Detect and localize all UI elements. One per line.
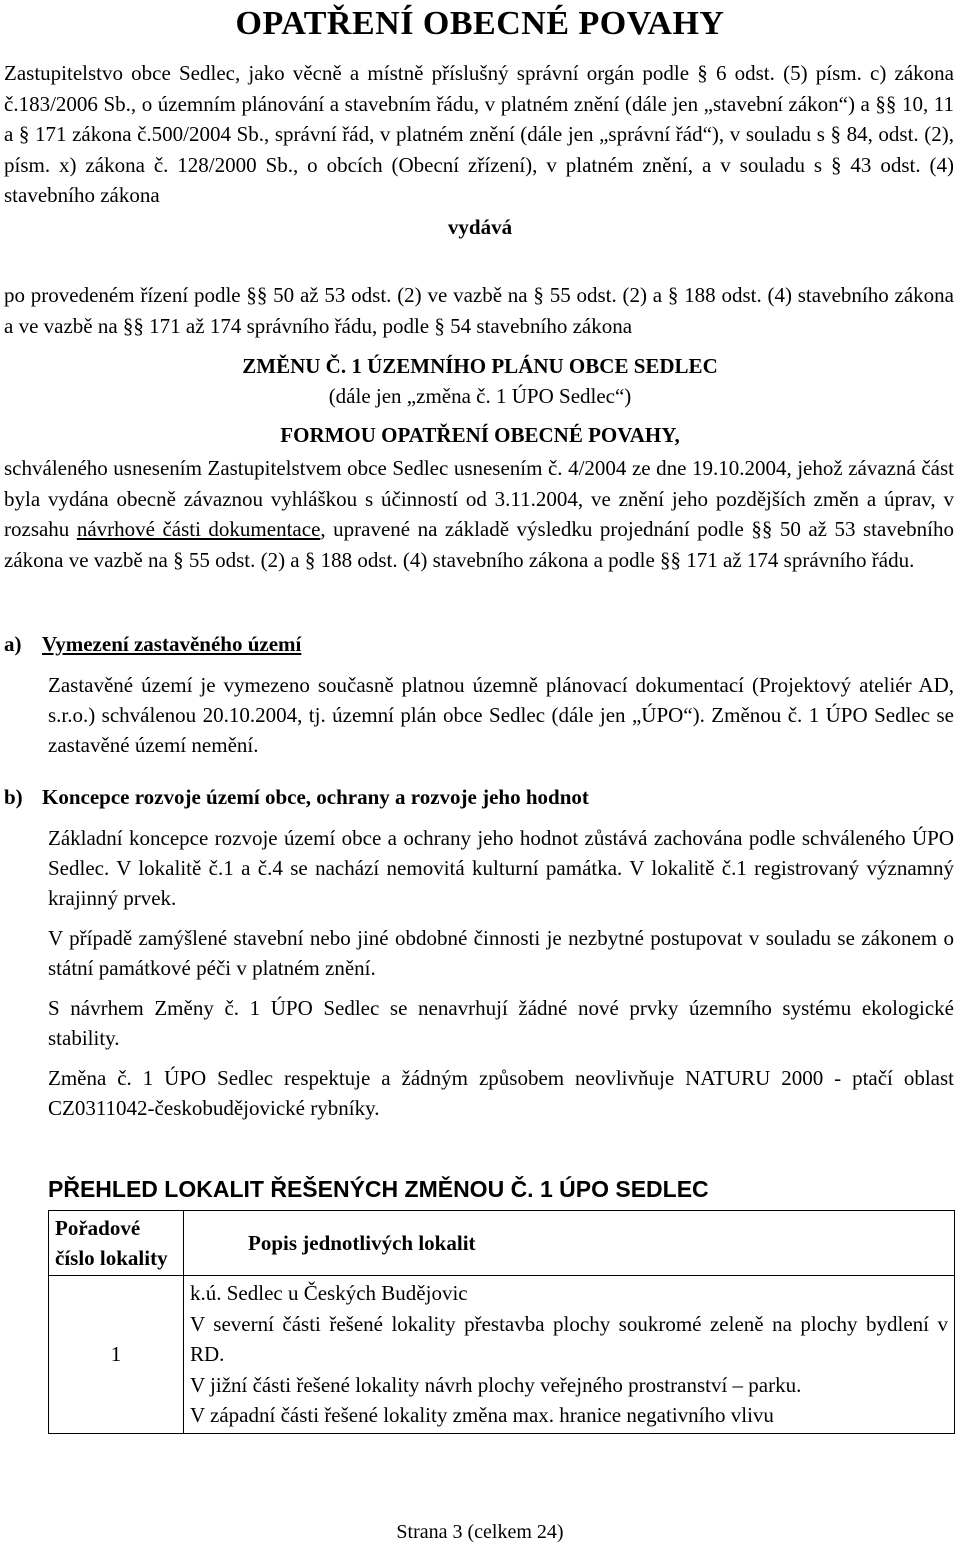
approved-text-before: schváleného usnesením Zastupitelstvem obce Sedlec usnesením č. 4/2004 ze dne 19.10.2004, jehož závazná část byla vydána obecně závaznou vyhláškou s účinností od 3.11.2004, ve znění jeho pozdějších změn a úprav, v rozsahu [4, 456, 954, 541]
section-b-paragraph-4: Změna č. 1 ÚPO Sedlec respektuje a žádným způsobem neovlivňuje NATURU 2000 - ptačí oblast CZ0311042-českobudějovické rybníky. [48, 1066, 954, 1120]
section-b-paragraph-2: V případě zamýšlené stavební nebo jiné obdobné činnosti je nezbytné postupovat v souladu se zákonem o státní památkové péči v platném znění. [48, 926, 954, 980]
page-footer: Strana 3 (celkem 24) [396, 1521, 564, 1543]
change-heading-block [0, 351, 960, 450]
section-b-paragraph-3: S návrhem Změny č. 1 ÚPO Sedlec se nenavrhují žádné nové prvky územního systému ekologické stability. [48, 996, 954, 1050]
change-title: ZMĚNU Č. 1 ÚZEMNÍHO PLÁNU OBCE SEDLEC [242, 354, 718, 378]
section-b-paragraph-1: Základní koncepce rozvoje území obce a ochrany jeho hodnot zůstává zachována podle schváleného ÚPO Sedlec. V lokalitě č.1 a č.4 se nachází nemovitá kulturní památka. V lokalitě č.1 registrovaný významný krajinný prvek. [48, 826, 954, 910]
locality-description [184, 1276, 955, 1434]
table-title: PŘEHLED LOKALIT ŘEŠENÝCH ZMĚNOU Č. 1 ÚPO SEDLEC [48, 1176, 709, 1202]
section-a-text: Zastavěné území je vymezeno současně platnou územně plánovací dokumentací (Projektový ateliér AD, s.r.o.) schválenou 20.10.2004, tj. územní plán obce Sedlec (dále jen „ÚPO“). Změnou č. 1 ÚPO Sedlec se zastavěné území nemění. [48, 673, 954, 757]
section-a-letter: a) [4, 632, 22, 656]
column-header-number: Pořadové číslo lokality [49, 1211, 184, 1276]
column-header-description: Popis jednotlivých lokalit [184, 1211, 955, 1276]
approved-text-after: , upravené na základě výsledku projednání podle §§ 50 až 53 stavebního zákona ve vazbě na § 55 odst. (2) a § 188 odst. (4) stavebního zákona a podle §§ 171 až 174 správního řádu. [4, 517, 954, 572]
issues-heading: vydává [447, 215, 513, 239]
section-a-title: Vymezení zastavěného území [42, 632, 302, 656]
approved-paragraph [4, 453, 954, 575]
document-title: OPATŘENÍ OBECNÉ POVAHY [235, 5, 725, 42]
form-title: FORMOU OPATŘENÍ OBECNÉ POVAHY, [280, 423, 680, 447]
intro-paragraph: Zastupitelstvo obce Sedlec, jako věcně a místně příslušný správní orgán podle § 6 odst. (5) písm. c) zákona č.183/2006 Sb., o územním plánování a stavebním řádu, v platném znění (dále jen „stavební zákon“) a §§ 10, 11 a § 171 zákona č.500/2004 Sb., správní řád, v platném znění (dále jen „správní řád“), v souladu s § 84, odst. (2), písm. x) zákona č. 128/2000 Sb., o obcích (Obecní zřízení), v platném znění, a v souladu s § 43 odst. (4) stavebního zákona [4, 61, 954, 207]
section-b-letter: b) [4, 785, 23, 809]
section-b-heading [4, 782, 589, 812]
table-header-row [49, 1211, 955, 1276]
proposal-part-link: návrhové části dokumentace [76, 517, 321, 541]
process-paragraph: po provedeném řízení podle §§ 50 až 53 odst. (2) ve vazbě na § 55 odst. (2) a § 188 odst. (4) stavebního zákona a ve vazbě na §§ 171 až 174 správního řádu, podle § 54 stavebního zákona [4, 283, 954, 338]
change-subtitle: (dále jen „změna č. 1 ÚPO Sedlec“) [328, 384, 632, 408]
locality-line: V západní části řešené lokality změna max. hranice negativního vlivu [190, 1403, 774, 1427]
locality-line: V jižní části řešené lokality návrh plochy veřejného prostranství – parku. [190, 1372, 802, 1397]
section-a-heading [4, 629, 301, 659]
locality-line: V severní části řešené lokality přestavba plochy soukromé zeleně na plochy bydlení v RD. [190, 1311, 948, 1366]
localities-table [48, 1210, 955, 1434]
section-b-title: Koncepce rozvoje území obce, ochrany a rozvoje jeho hodnot [42, 785, 589, 809]
locality-number: 1 [49, 1276, 184, 1434]
locality-line: k.ú. Sedlec u Českých Budějovic [190, 1281, 468, 1305]
table-row [49, 1276, 955, 1434]
